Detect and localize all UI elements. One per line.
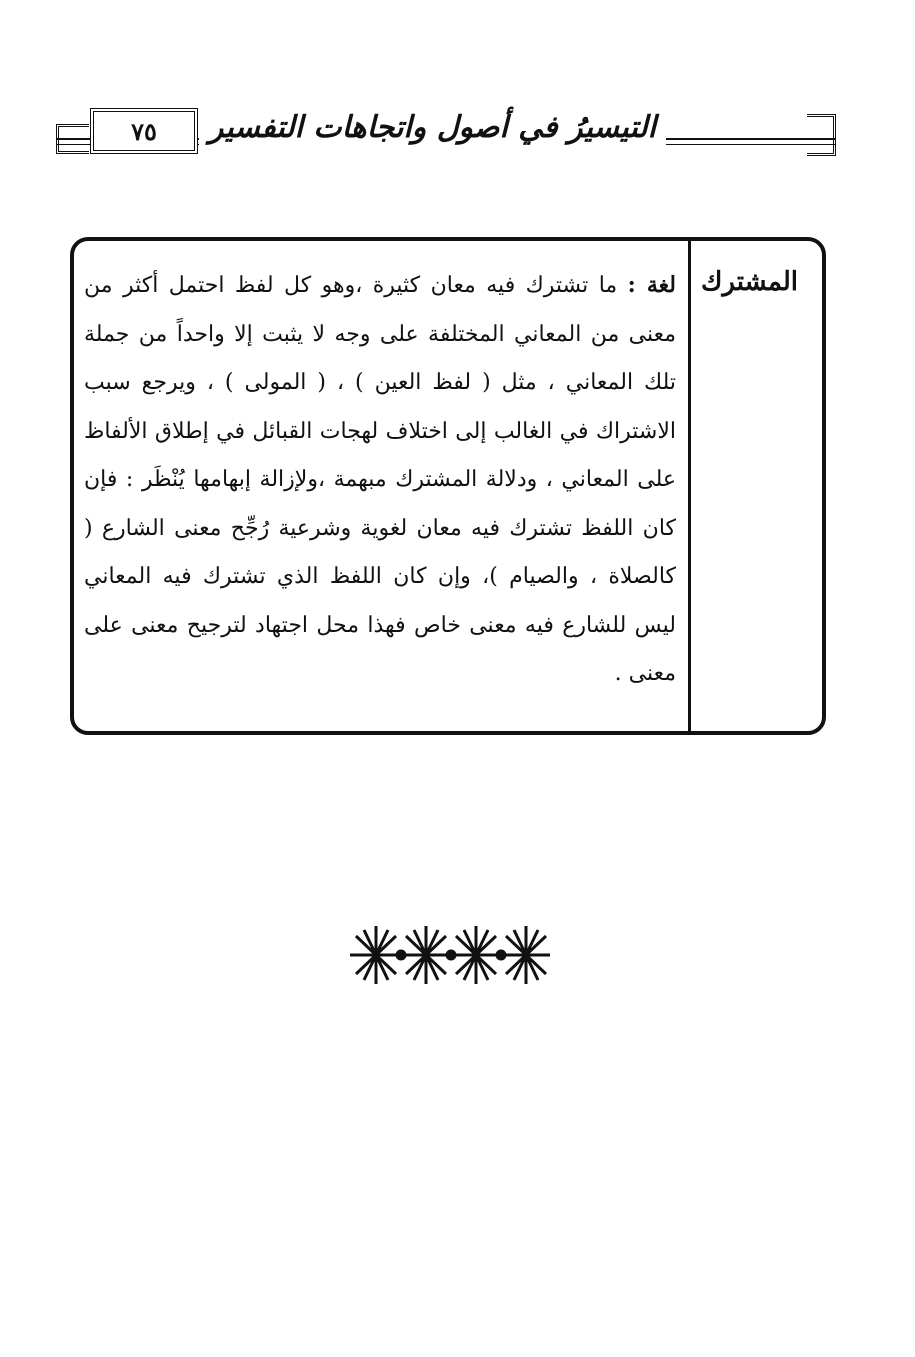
page-number: ٧٥ — [131, 116, 157, 146]
definition-label: لغة : — [627, 272, 676, 298]
decorative-ornament — [346, 922, 554, 988]
definition-paragraph — [84, 261, 676, 699]
header-corner-ornament-left — [56, 124, 89, 154]
book-title: التيسيرُ في أصول واتجاهات التفسير — [199, 110, 666, 150]
definition-cell — [84, 261, 676, 699]
term-heading: المشترك — [701, 267, 798, 297]
definition-table — [70, 237, 826, 735]
header-corner-ornament-right — [807, 114, 836, 156]
definition-text: ما تشترك فيه معان كثيرة ،وهو كل لفظ احتمل أكثر من معنى من المعاني المختلفة على وجه لا يثبت إلا واحداً من جملة تلك المعاني ، مثل ( لفظ العين ) ، ( المولى ) ، ويرجع سبب الاشتراك في الغالب إلى اختلاف لهجات القبائل في إطلاق الألفاظ على المعاني ، ودلالة المشترك مبهمة ،ولإزالة إبهامها يُنْظَر : فإن كان اللفظ تشترك فيه معان لغوية وشرعية رُجِّح معنى الشارع ( كالصلاة ، والصيام )، وإن كان اللفظ الذي تشترك فيه المعاني ليس للشارع فيه معنى خاص فهذا محل اجتهاد لترجيح معنى على معنى . — [84, 273, 676, 686]
term-column — [688, 241, 822, 731]
page-number-box — [90, 108, 198, 154]
running-header — [56, 100, 836, 160]
